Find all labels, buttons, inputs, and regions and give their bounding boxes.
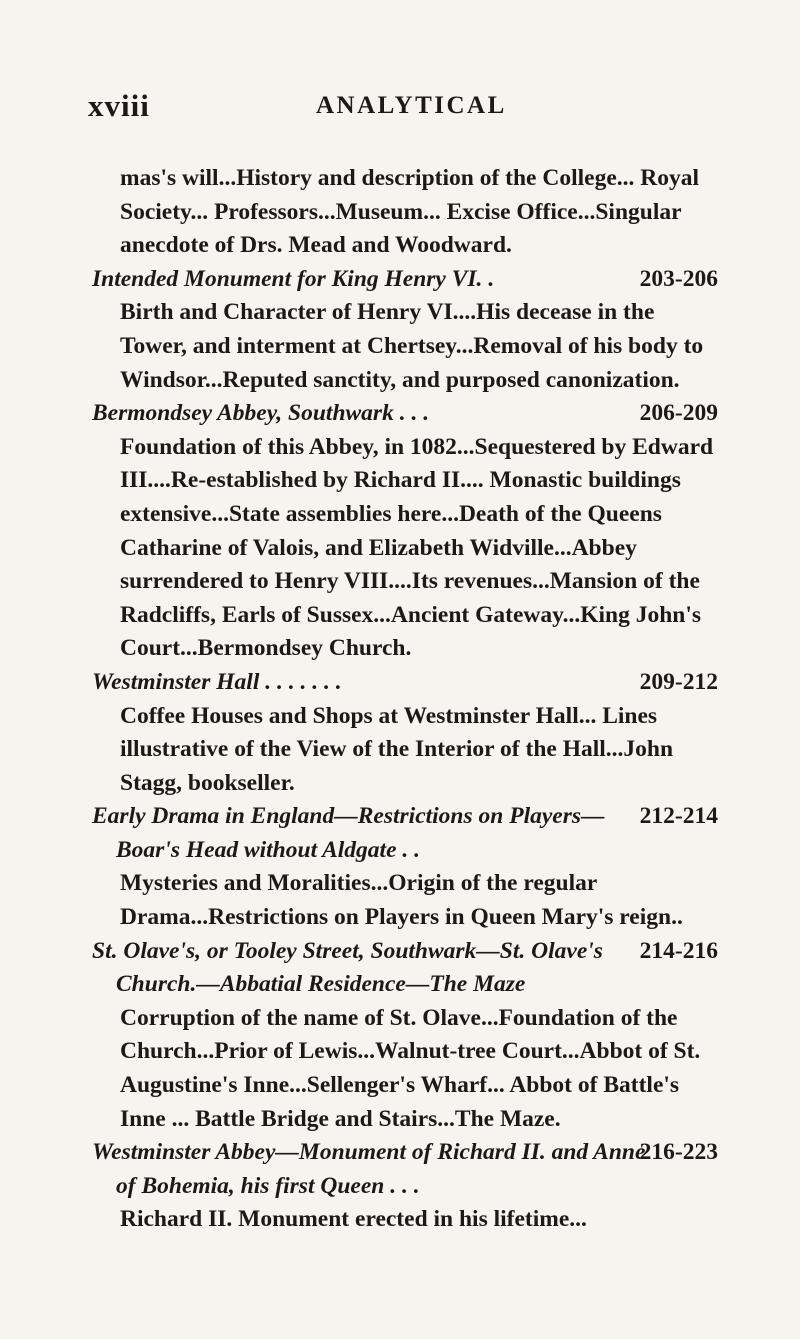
- page-header: [88, 88, 648, 128]
- entry-summary: Mysteries and Moralities...Origin of the regular Drama...Restrictions on Players in Queen Mary's reign..: [120, 870, 683, 931]
- entry-westminster-hall: [92, 666, 718, 800]
- entry-summary: Foundation of this Abbey, in 1082...Sequestered by Edward III....Re-established by Richard II.... Monastic buildings extensive...State assemblies here...Death of the Queens Catharine of Valois, and Elizabeth Widville...Abbey surrendered to Henry VIII....Its revenues...Mansion of the Radcliffs, Earls of Sussex...Ancient Gateway...King John's Court...Bermondsey Church.: [120, 433, 714, 662]
- entry-pages: 212-214: [639, 803, 718, 830]
- leader-dots: .: [488, 265, 495, 292]
- entry-bermondsey-abbey: [92, 397, 718, 666]
- entry-pages: 216-223: [639, 1139, 718, 1166]
- entry-pages: 209-212: [639, 668, 718, 695]
- entry-pages: 203-206: [639, 265, 718, 292]
- entry-summary: Corruption of the name of St. Olave...Foundation of the Church...Prior of Lewis...Walnut-tree Court...Abbot of St. Augustine's Inne...Sellenger's Wharf... Abbot of Battle's Inne ... Battle Bridge and Stairs...The Maze.: [120, 1004, 701, 1132]
- entry-title: Intended Monument for King Henry VI.: [92, 265, 483, 292]
- entry-summary: Birth and Character of Henry VI....His decease in the Tower, and interment at Chertsey...Removal of his body to Windsor...Reputed sanctity, and purposed canonization.: [120, 299, 704, 393]
- entry-pages: 214-216: [639, 937, 718, 964]
- leader-dots: . . . . . . .: [265, 668, 342, 695]
- entry-title: Westminster Abbey—Monument of Richard II. and Anne of Bohemia, his first Queen: [92, 1139, 646, 1199]
- entry-westminster-abbey: [92, 1136, 718, 1237]
- entry-pages: 206-209: [639, 400, 718, 427]
- entry-henry-vi: [92, 263, 718, 397]
- entry-summary: Richard II. Monument erected in his lifetime...: [120, 1206, 587, 1233]
- entry-st-olaves: [92, 935, 718, 1137]
- entry-heading: [92, 1136, 718, 1203]
- analytical-contents: [92, 162, 718, 1237]
- entry-summary: Coffee Houses and Shops at Westminster Hall... Lines illustrative of the View of the Interior of the Hall...John Stagg, bookseller.: [120, 702, 674, 796]
- entry-heading: [92, 263, 718, 297]
- running-head: ANALYTICAL: [316, 92, 507, 119]
- entry-heading: [92, 666, 718, 700]
- leader-dots: . .: [402, 836, 421, 863]
- continuation-paragraph: mas's will...History and description of the College... Royal Society... Professors...Museum... Excise Office...Singular anecdote of Drs. Mead and Woodward.: [120, 165, 699, 259]
- entry-heading: [92, 800, 718, 867]
- entry-title: Westminster Hall: [92, 668, 260, 695]
- entry-title: St. Olave's, or Tooley Street, Southwark—St. Olave's Church.—Abbatial Residence—The Maze: [92, 937, 603, 998]
- leader-dots: . . .: [390, 1172, 420, 1199]
- entry-early-drama: [92, 800, 718, 934]
- leader-dots: . . .: [399, 400, 430, 427]
- entry-title: Bermondsey Abbey, Southwark: [92, 400, 394, 427]
- entry-heading: [92, 397, 718, 431]
- page-number: xviii: [88, 88, 150, 123]
- entry-heading: [92, 935, 718, 1002]
- entry-title: Early Drama in England—Restrictions on Players—Boar's Head without Aldgate: [92, 803, 605, 863]
